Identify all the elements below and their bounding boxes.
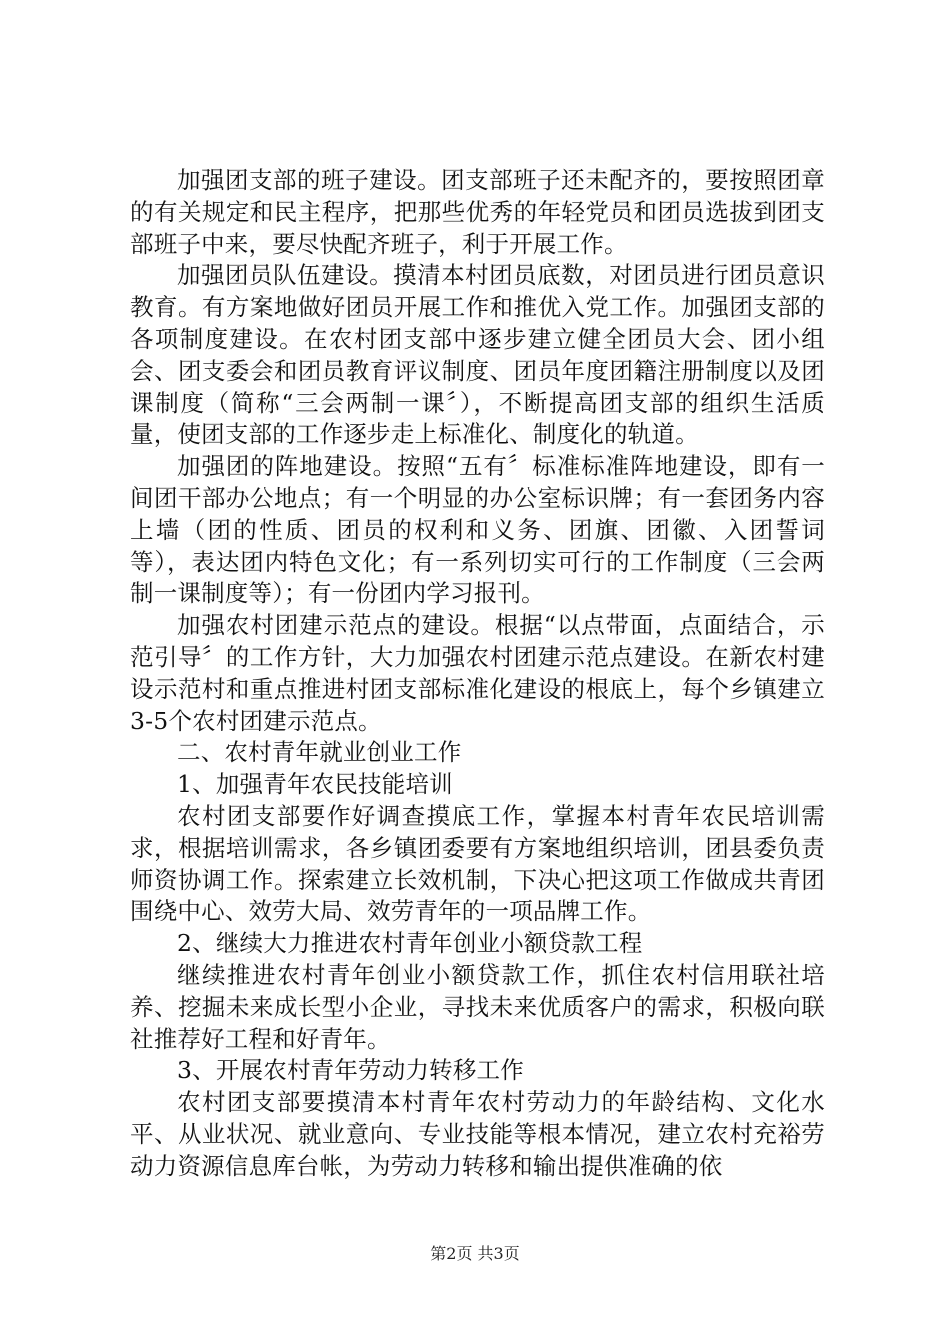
document-body (130, 165, 825, 1183)
paragraph-labor-transfer: 农村团支部要摸清本村青年农村劳动力的年龄结构、文化水平、从业状况、就业意向、专业技能等根本情况，建立农村充裕劳动力资源信息库台帐，为劳动力转移和输出提供准确的依 (130, 1088, 825, 1180)
paragraph-team-leadership: 加强团支部的班子建设。团支部班子还未配齐的，要按照团章的有关规定和民主程序，把那些优秀的年轻党员和团员选拔到团支部班子中来，要尽快配齐班子，利于开展工作。 (130, 166, 825, 258)
paragraph-position-building: 加强团的阵地建设。按照“五有〞标准标准阵地建设，即有一间团干部办公地点；有一个明显的办公室标识牌；有一套团务内容上墙（团的性质、团员的权利和义务、团旗、团徽、入团誓词等），表达团内特色文化；有一系列切实可行的工作制度（三会两制一课制度等）；有一份团内学习报刊。 (130, 452, 825, 608)
paragraph-microloans: 继续推进农村青年创业小额贷款工作，抓住农村信用联社培养、挖掘未来成长型小企业，寻找未来优质客户的需求，积极向联社推荐好工程和好青年。 (130, 960, 825, 1053)
section-heading-employment: 二、农村青年就业创业工作 (177, 738, 462, 767)
subheading-labor-transfer: 3、开展农村青年劳动力转移工作 (177, 1056, 524, 1085)
paragraph-member-building: 加强团员队伍建设。摸清本村团员底数，对团员进行团员意识教育。有方案地做好团员开展工作和推优入党工作。加强团支部的各项制度建设。在农村团支部中逐步建立健全团员大会、团小组会、团支委会和团员教育评议制度、团员年度团籍注册制度以及团课制度（简称“三会两制一课〞），不断提高团支部的组织生活质量，使团支部的工作逐步走上标准化、制度化的轨道。 (130, 261, 825, 449)
paragraph-skills-training: 农村团支部要作好调查摸底工作，掌握本村青年农民培训需求，根据培训需求，各乡镇团委要有方案地组织培训，团县委负责师资协调工作。探索建立长效机制，下决心把这项工作做成共青团围绕中心、效劳大局、效劳青年的一项品牌工作。 (130, 801, 825, 926)
page-number: 第2页 共3页 (430, 1244, 520, 1263)
page-footer (0, 1244, 950, 1264)
subheading-skills-training: 1、加强青年农民技能培训 (177, 770, 453, 799)
subheading-microloans: 2、继续大力推进农村青年创业小额贷款工程 (177, 929, 643, 958)
paragraph-demo-sites: 加强农村团建示范点的建设。根据“以点带面，点面结合，示范引导〞的工作方针，大力加强农村团建示范点建设。在新农村建设示范村和重点推进村团支部标准化建设的根底上，每个乡镇建立3-5个农村团建示范点。 (130, 611, 825, 735)
